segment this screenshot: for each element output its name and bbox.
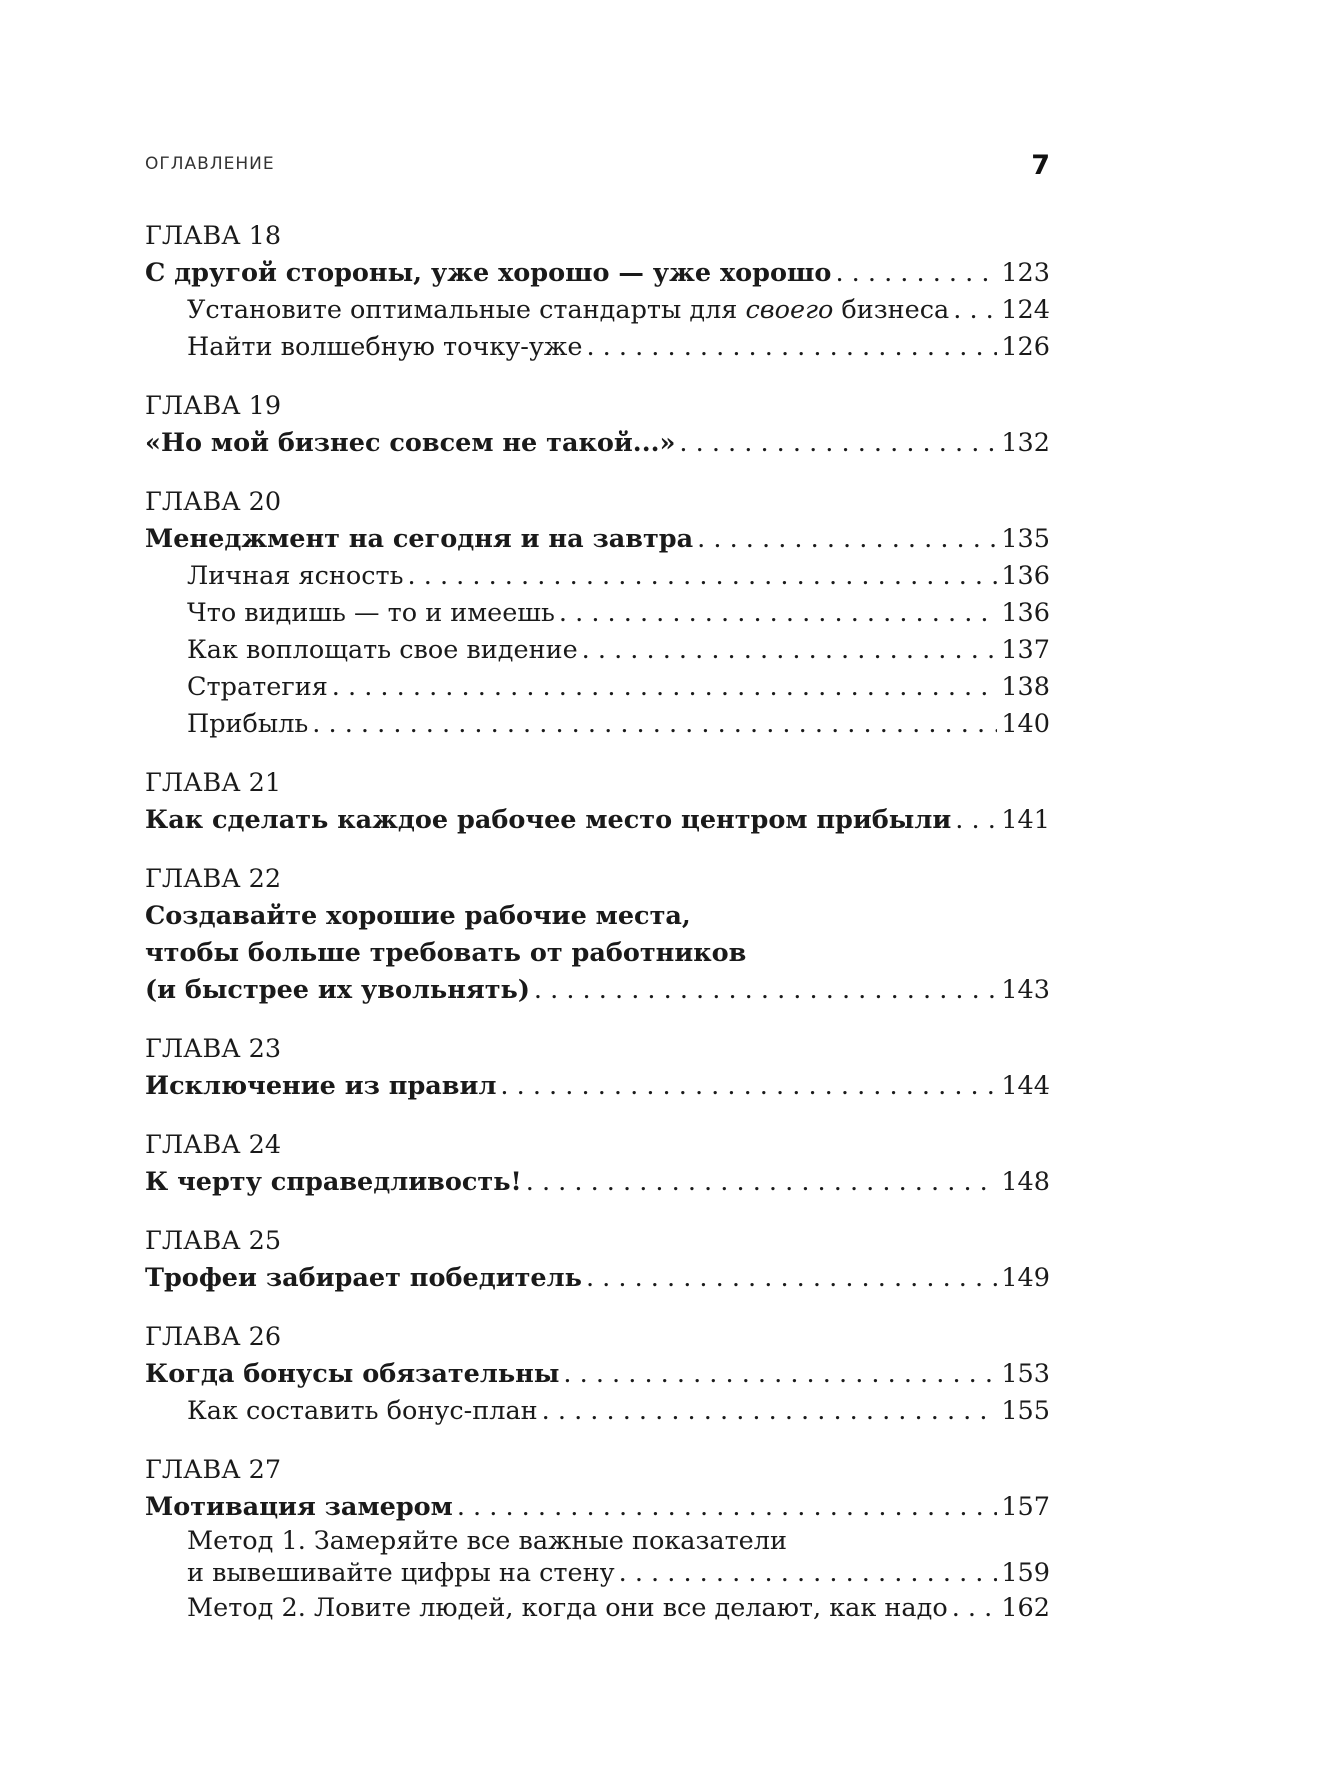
section-title: Метод 2. Ловите людей, когда они все делают, как надо [187, 1593, 948, 1623]
dot-leader [563, 1356, 997, 1393]
toc-entry[interactable] [145, 1356, 1050, 1393]
toc-entry[interactable] [145, 972, 1050, 1009]
section-title: Как составить бонус-план [187, 1396, 538, 1426]
page-ref: 155 [1001, 1396, 1050, 1426]
toc-subentry[interactable] [145, 292, 1050, 329]
chapter-title: С другой стороны, уже хорошо — уже хорошо [145, 258, 832, 288]
chapter-title-line[interactable]: чтобы больше требовать от работников [145, 938, 747, 968]
toc-entry[interactable] [145, 521, 1050, 558]
dot-leader [542, 1393, 998, 1430]
toc-subentry[interactable] [145, 595, 1050, 632]
page-ref: 136 [1001, 598, 1050, 628]
chapter-26 [145, 1319, 1050, 1430]
chapter-label: ГЛАВА 24 [145, 1130, 282, 1160]
section-title-line: и вывешивайте цифры на стену [187, 1558, 615, 1588]
chapter-21 [145, 765, 1050, 839]
page-ref: 148 [1001, 1167, 1050, 1197]
section-title [187, 292, 949, 329]
running-head-title: ОГЛАВЛЕНИЕ [145, 154, 275, 174]
dot-leader [697, 521, 997, 558]
chapter-label: ГЛАВА 23 [145, 1034, 282, 1064]
dot-leader [835, 255, 997, 292]
section-title: Что видишь — то и имеешь [187, 598, 555, 628]
section-title: Личная ясность [187, 561, 404, 591]
dot-leader [534, 972, 997, 1009]
dot-leader [953, 292, 997, 329]
dot-leader [582, 632, 998, 669]
toc-subentry[interactable] [145, 1556, 1050, 1590]
toc-entry[interactable] [145, 255, 1050, 292]
chapter-title: «Но мой бизнес совсем не такой...» [145, 428, 676, 458]
toc-subentry[interactable] [145, 632, 1050, 669]
section-title: Найти волшебную точку-уже [187, 332, 583, 362]
chapter-27 [145, 1452, 1050, 1627]
section-title-line[interactable]: Метод 1. Замеряйте все важные показатели [187, 1526, 787, 1556]
page-number: 7 [1031, 150, 1050, 181]
dot-leader [586, 1260, 997, 1297]
chapter-title: Трофеи забирает победитель [145, 1263, 582, 1293]
toc-entry[interactable] [145, 1260, 1050, 1297]
page-ref: 126 [1001, 332, 1050, 362]
chapter-24 [145, 1127, 1050, 1201]
page-ref: 153 [1001, 1359, 1050, 1389]
toc-subentry[interactable] [145, 558, 1050, 595]
dot-leader [408, 558, 998, 595]
dot-leader [955, 802, 997, 839]
chapter-title: Мотивация замером [145, 1492, 453, 1522]
running-head [145, 150, 1050, 190]
section-title: Как воплощать свое видение [187, 635, 578, 665]
chapter-label: ГЛАВА 26 [145, 1322, 282, 1352]
section-title-part: Установите оптимальные стандарты для [187, 295, 746, 325]
page-ref: 132 [1001, 428, 1050, 458]
toc-subentry[interactable] [145, 669, 1050, 706]
chapter-title: Когда бонусы обязательны [145, 1359, 560, 1389]
page-ref: 141 [1001, 805, 1050, 835]
dot-leader [500, 1068, 997, 1105]
toc-entry[interactable] [145, 1068, 1050, 1105]
table-of-contents [145, 218, 1050, 1649]
chapter-title: Менеджмент на сегодня и на завтра [145, 524, 694, 554]
chapter-title: Как сделать каждое рабочее место центром прибыли [145, 805, 952, 835]
dot-leader [586, 329, 997, 366]
page-ref: 124 [1001, 295, 1050, 325]
section-title-part: бизнеса [833, 295, 950, 325]
dot-leader [559, 595, 997, 632]
dot-leader [312, 706, 997, 743]
chapter-title: Исключение из правил [145, 1071, 497, 1101]
page-ref: 159 [1001, 1558, 1050, 1588]
dot-leader [619, 1556, 998, 1590]
chapter-25 [145, 1223, 1050, 1297]
section-title: Прибыль [187, 709, 309, 739]
chapter-20 [145, 484, 1050, 743]
page-ref: 143 [1001, 975, 1050, 1005]
page-ref: 144 [1001, 1071, 1050, 1101]
page-ref: 137 [1001, 635, 1050, 665]
dot-leader [679, 425, 997, 462]
page-ref: 138 [1001, 672, 1050, 702]
toc-subentry[interactable] [145, 329, 1050, 366]
toc-entry[interactable] [145, 425, 1050, 462]
page-ref: 149 [1001, 1263, 1050, 1293]
toc-entry[interactable] [145, 802, 1050, 839]
page-ref: 162 [1001, 1593, 1050, 1623]
chapter-18 [145, 218, 1050, 366]
page-ref: 140 [1001, 709, 1050, 739]
page-ref: 136 [1001, 561, 1050, 591]
chapter-label: ГЛАВА 20 [145, 487, 282, 517]
chapter-label: ГЛАВА 19 [145, 391, 282, 421]
chapter-label: ГЛАВА 27 [145, 1455, 282, 1485]
page-ref: 123 [1001, 258, 1050, 288]
chapter-23 [145, 1031, 1050, 1105]
chapter-label: ГЛАВА 18 [145, 221, 282, 251]
chapter-title: К черту справедливость! [145, 1167, 522, 1197]
chapter-19 [145, 388, 1050, 462]
dot-leader [332, 669, 998, 706]
toc-entry[interactable] [145, 1489, 1050, 1526]
toc-entry[interactable] [145, 1164, 1050, 1201]
section-title: Стратегия [187, 672, 328, 702]
dot-leader [457, 1489, 998, 1526]
dot-leader [526, 1164, 998, 1201]
chapter-22 [145, 861, 1050, 1009]
toc-subentry[interactable] [145, 706, 1050, 743]
page-ref: 157 [1001, 1492, 1050, 1522]
section-title-emphasis: своего [745, 295, 834, 325]
toc-subentry[interactable] [145, 1590, 1050, 1627]
chapter-label: ГЛАВА 21 [145, 768, 282, 798]
chapter-title-line[interactable]: Создавайте хорошие рабочие места, [145, 901, 691, 931]
page-ref: 135 [1001, 524, 1050, 554]
chapter-title-line: (и быстрее их увольнять) [145, 975, 530, 1005]
chapter-label: ГЛАВА 22 [145, 864, 282, 894]
chapter-label: ГЛАВА 25 [145, 1226, 282, 1256]
toc-subentry[interactable] [145, 1393, 1050, 1430]
dot-leader [952, 1590, 998, 1627]
